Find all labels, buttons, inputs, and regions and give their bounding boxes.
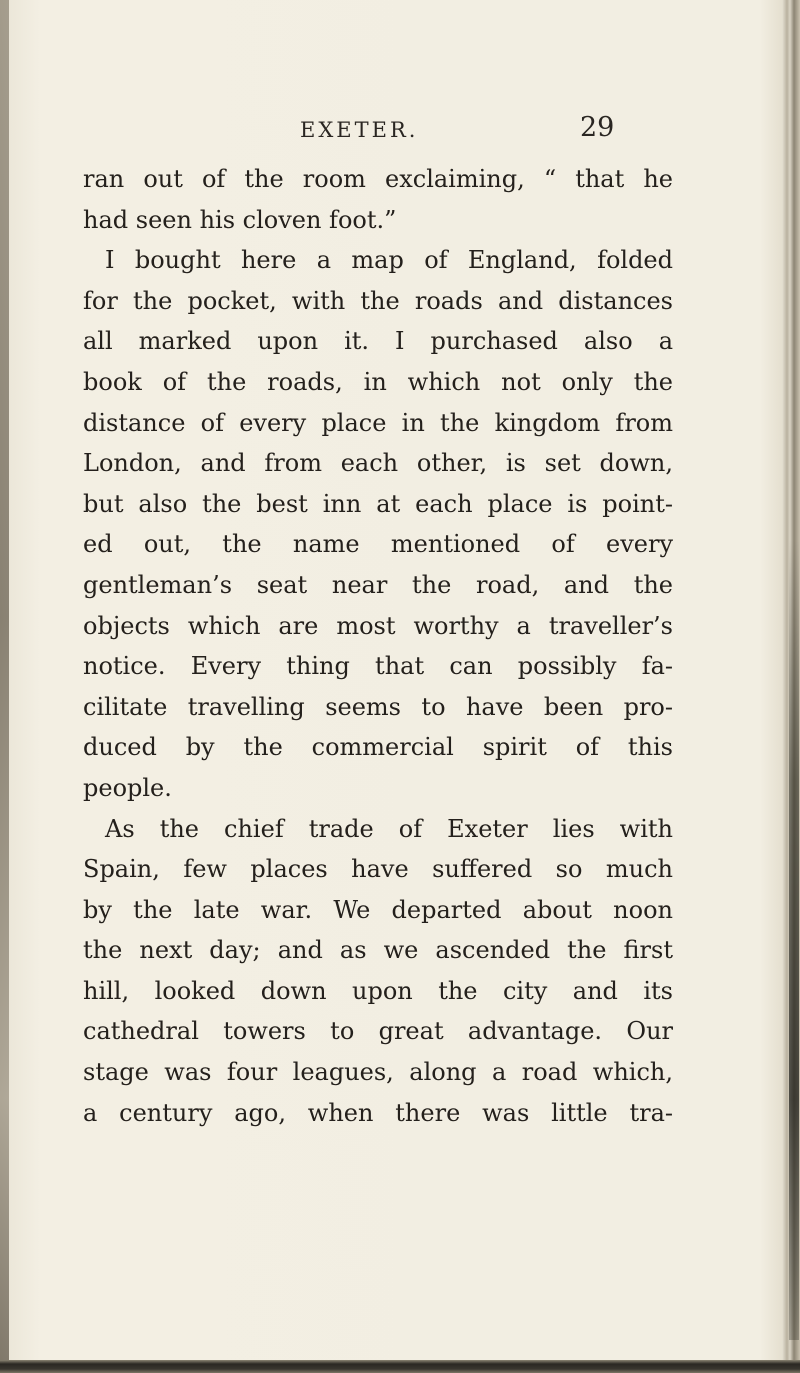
page-bottom-edge bbox=[0, 1360, 800, 1373]
text-line: duced by the commercial spirit of this bbox=[83, 733, 673, 762]
text-line: for the pocket, with the roads and distances bbox=[83, 286, 673, 315]
text-line: had seen his cloven foot.” bbox=[83, 205, 397, 234]
text-line: distance of every place in the kingdom from bbox=[83, 408, 673, 437]
text-line: but also the best inn at each place is point- bbox=[83, 489, 673, 518]
text-line: stage was four leagues, along a road which, bbox=[83, 1058, 673, 1087]
text-line: As the chief trade of Exeter lies with bbox=[105, 814, 673, 843]
page-right-edge bbox=[782, 0, 800, 1373]
text-line: hill, looked down upon the city and its bbox=[83, 976, 673, 1005]
text-line: London, and from each other, is set down, bbox=[83, 449, 673, 478]
text-line: objects which are most worthy a traveller’s bbox=[83, 611, 673, 640]
page-header bbox=[0, 112, 800, 152]
text-line: ran out of the room exclaiming, “ that he bbox=[83, 165, 673, 193]
text-line: a century ago, when there was little tra- bbox=[83, 1098, 673, 1127]
text-line: gentleman’s seat near the road, and the bbox=[83, 570, 673, 599]
text-line: cilitate travelling seems to have been pro- bbox=[83, 692, 673, 721]
text-line: ed out, the name mentioned of every bbox=[83, 530, 673, 559]
page-number: 29 bbox=[580, 112, 615, 143]
text-line: by the late war. We departed about noon bbox=[83, 895, 673, 924]
text-line: book of the roads, in which not only the bbox=[83, 367, 673, 396]
text-line: Spain, few places have suffered so much bbox=[83, 855, 673, 884]
body-text bbox=[83, 159, 673, 1133]
running-title: EXETER. bbox=[300, 118, 419, 142]
text-line: the next day; and as we ascended the first bbox=[83, 936, 673, 965]
page-left-edge bbox=[0, 0, 9, 1373]
text-line: notice. Every thing that can possibly fa- bbox=[83, 652, 673, 681]
text-line: I bought here a map of England, folded bbox=[105, 246, 673, 275]
text-line: all marked upon it. I purchased also a bbox=[83, 327, 673, 356]
text-line: people. bbox=[83, 773, 172, 802]
text-line: cathedral towers to great advantage. Our bbox=[83, 1017, 673, 1046]
